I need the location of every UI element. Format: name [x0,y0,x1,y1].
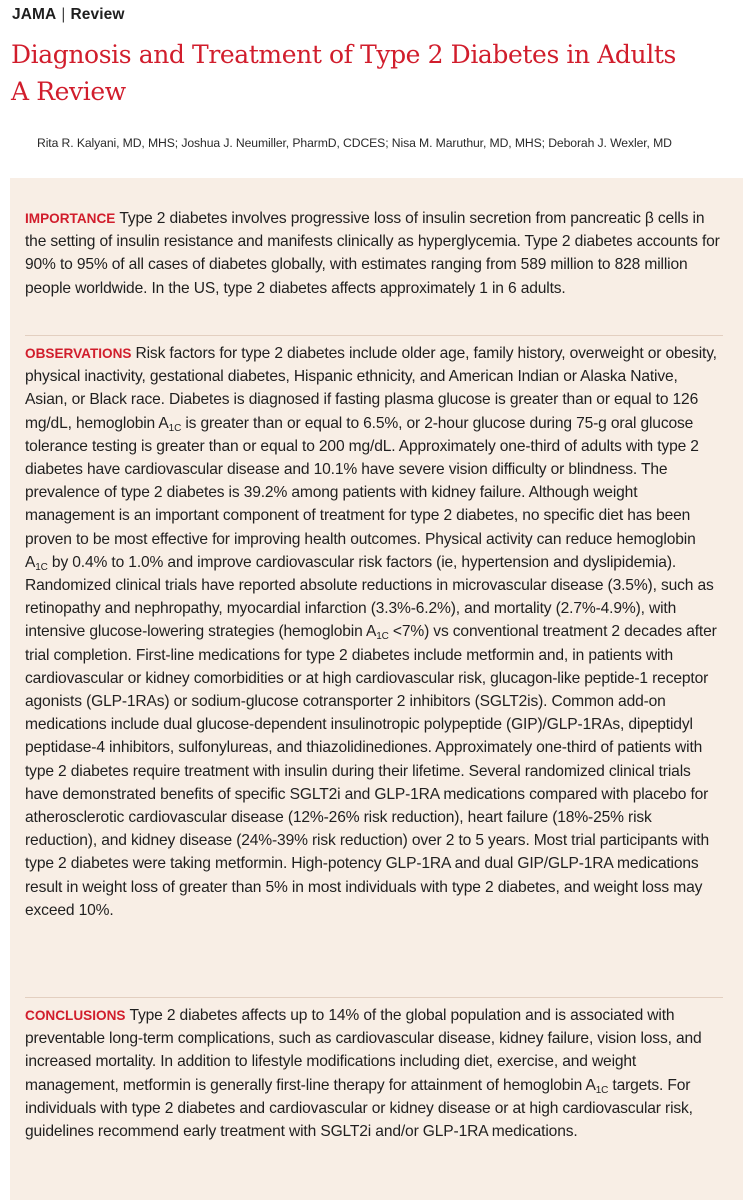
article-title [11,36,736,110]
conclusions-text-1: Type 2 diabetes affects up to 14% of the global population and is associated with preventable long-term complications, such as cardiovascular disease, kidney failure, vision loss, and increased mortality. In addition to lifestyle modifications including diet, exercise, and weight management, metformin is generally first-line therapy for attainment of hemoglobin A [25,1007,702,1094]
section-divider [25,997,723,998]
subscript: 1C [35,561,48,573]
journal-header [12,6,125,24]
observations-label: OBSERVATIONS [25,346,132,361]
observations-text-1: Risk factors for type 2 diabetes include older age, family history, overweight or obesity, physical inactivity, gestational diabetes, Hispanic ethnicity, and American Indian or Alaska Native, Asian, or Black race. Diabetes is diagnosed if fasting plasma glucose is greater than or equal to 126 mg/dL, hemoglobin A [25,345,717,432]
section-divider [25,335,723,336]
observations-paragraph [25,342,720,922]
title-line-1: Diagnosis and Treatment of Type 2 Diabetes in Adults [11,40,676,69]
header-separator: | [61,6,66,23]
conclusions-paragraph [25,1004,720,1143]
subscript: 1C [595,1084,609,1096]
title-line-2: A Review [11,77,126,106]
conclusions-label: CONCLUSIONS [25,1008,126,1023]
subscript: 1C [168,422,182,434]
observations-text-2: is greater than or equal to 6.5%, or 2-hour glucose during 75-g oral glucose tolerance testing is greater than or equal to 200 mg/dL. Approximately one-third of adults with type 2 diabetes have cardiovascular disease and 10.1% have severe vision difficulty or blindness. The prevalence of type 2 diabetes is 39.2% among patients with kidney failure. Although weight management is an important component of treatment for type 2 diabetes, no specific diet has been proven to be most effective for improving health outcomes. Physical activity can reduce hemoglobin A [25,414,699,571]
observations-text-4: <7%) vs conventional treatment 2 decades after trial completion. First-line medications for type 2 diabetes include metformin and, in patients with cardiovascular or kidney comorbidities or at high cardiovascular risk, glucagon-like peptide-1 receptor agonists (GLP-1RAs) or sodium-glucose cotransporter 2 inhibitors (SGLT2is). Common add-on medications include dual glucose-dependent insulinotropic polypeptide (GIP)/GLP-1RAs, dipeptidyl peptidase-4 inhibitors, sulfonylureas, and thiazolidinediones. Approximately one-third of patients with type 2 diabetes require treatment with insulin during their lifetime. Several randomized clinical trials have demonstrated benefits of specific SGLT2i and GLP-1RA medications compared with placebo for atherosclerotic cardiovascular disease (12%-26% risk reduction), heart failure (18%-25% risk reduction), and kidney disease (24%-39% risk reduction) over 2 to 5 years. Most trial participants with type 2 diabetes were taking metformin. High-potency GLP-1RA and dual GIP/GLP-1RA medications result in weight loss of greater than 5% in most individuals with type 2 diabetes, and weight loss may exceed 10%. [25,623,717,919]
observations-text-3: by 0.4% to 1.0% and improve cardiovascular risk factors (ie, hypertension and dyslipidemia). Randomized clinical trials have reported absolute reductions in microvascular disease (3.5%), such as retinopathy and nephropathy, myocardial infarction (3.3%-6.2%), and mortality (2.7%-4.9%), with intensive glucose-lowering strategies (hemoglobin A [25,553,714,641]
article-section: Review [70,6,125,23]
importance-paragraph [25,207,720,300]
importance-label: IMPORTANCE [25,211,116,226]
journal-name: JAMA [12,6,57,23]
subscript: 1C [376,631,389,643]
conclusions-text-2: targets. For individuals with type 2 diabetes and cardiovascular or kidney disease or at high cardiovascular risk, guidelines recommend early treatment with SGLT2i and/or GLP-1RA medications. [25,1076,693,1141]
importance-text: Type 2 diabetes involves progressive loss of insulin secretion from pancreatic β cells in the setting of insulin resistance and manifests clinically as hyperglycemia. Type 2 diabetes accounts for 90% to 95% of all cases of diabetes globally, with estimates ranging from 589 million to 828 million people worldwide. In the US, type 2 diabetes affects approximately 1 in 6 adults. [25,210,720,297]
author-list: Rita R. Kalyani, MD, MHS; Joshua J. Neumiller, PharmD, CDCES; Nisa M. Maruthur, MD, MHS; Deborah J. Wexler, MD [37,136,672,150]
